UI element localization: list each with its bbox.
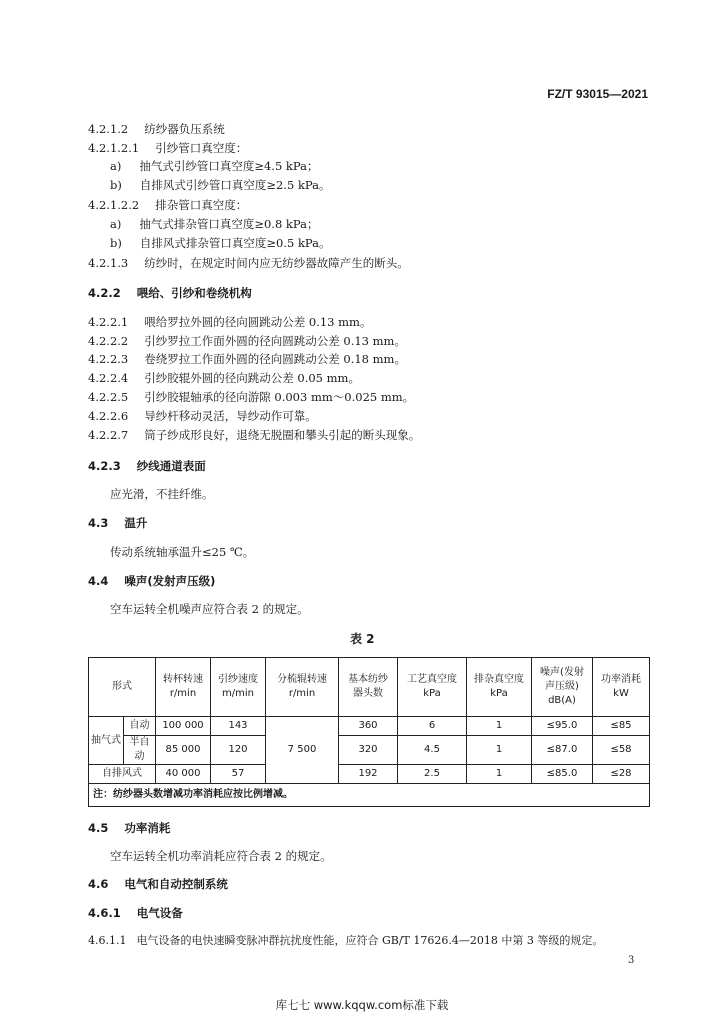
paragraph: 空车运转全机功率消耗应符合表 2 的规定。 bbox=[110, 849, 332, 863]
cell-exh: 1 bbox=[467, 717, 532, 736]
cell-draw: 143 bbox=[211, 717, 266, 736]
clause-4-5-heading bbox=[88, 820, 170, 836]
clause-4-2-1-2 bbox=[88, 121, 225, 137]
table-header-row bbox=[89, 658, 650, 717]
paragraph: 空车运转全机噪声应符合表 2 的规定。 bbox=[110, 602, 309, 616]
clause-number: 4.2.1.3 bbox=[88, 256, 129, 270]
header-vacuum: 工艺真空度 kPa bbox=[398, 658, 467, 717]
cell-power: ≤85 bbox=[593, 717, 650, 736]
group-suction: 抽气式 bbox=[89, 717, 124, 765]
page-number: 3 bbox=[628, 955, 635, 966]
list-item-a bbox=[110, 216, 318, 232]
cell-noise: ≤95.0 bbox=[532, 717, 593, 736]
clause-number: 4.6.1.1 bbox=[88, 934, 127, 947]
table-caption: 表 2 bbox=[350, 632, 375, 646]
clause-heading: 温升 bbox=[124, 516, 148, 530]
clause-number: 4.3 bbox=[88, 516, 109, 530]
list-text: 抽气式引纱管口真空度≥4.5 kPa； bbox=[139, 159, 319, 173]
clause-heading: 噪声(发射声压级) bbox=[124, 574, 216, 588]
table-2 bbox=[88, 657, 650, 807]
header-draw-speed: 引纱速度 m/min bbox=[211, 658, 266, 717]
list-item-b bbox=[110, 177, 330, 193]
cell-power: ≤28 bbox=[593, 765, 650, 784]
standard-code: FZ/T 93015—2021 bbox=[547, 87, 648, 101]
cell-comb-merged: 7 500 bbox=[266, 717, 339, 784]
clause-text: 排杂管口真空度： bbox=[155, 198, 248, 212]
header-cup-speed: 转杯转速 r/min bbox=[156, 658, 211, 717]
cell-exh: 1 bbox=[467, 765, 532, 784]
table-note-row bbox=[89, 784, 650, 807]
list-marker: a) bbox=[110, 217, 122, 231]
clause-heading: 功率消耗 bbox=[124, 821, 171, 835]
clause-4-6-1-1 bbox=[88, 933, 603, 949]
clause-text: 导纱杆移动灵活，导纱动作可靠。 bbox=[144, 409, 317, 423]
clause-number: 4.2.1.2 bbox=[88, 122, 129, 136]
clause-number: 4.2.1.2.1 bbox=[88, 141, 140, 155]
clause-number: 4.2.3 bbox=[88, 459, 121, 473]
clause-number: 4.2.2.6 bbox=[88, 409, 129, 423]
cell-sub: 半自动 bbox=[124, 736, 156, 765]
clause-text: 引纱管口真空度： bbox=[155, 141, 248, 155]
cell-vac: 6 bbox=[398, 717, 467, 736]
clause-text: 引纱胶辊轴承的径向游隙 0.003 mm～0.025 mm。 bbox=[144, 390, 415, 404]
clause-4-2-2-3 bbox=[88, 351, 406, 367]
cell-cup: 100 000 bbox=[156, 717, 211, 736]
paragraph: 应光滑，不挂纤维。 bbox=[110, 487, 214, 501]
list-marker: b) bbox=[110, 236, 122, 250]
clause-4-6-heading bbox=[88, 876, 228, 892]
clause-text: 纺纱时，在规定时间内应无纺纱器故障产生的断头。 bbox=[144, 256, 409, 270]
clause-4-2-2-4 bbox=[88, 370, 360, 386]
list-item-b bbox=[110, 235, 330, 251]
clause-4-2-2-2 bbox=[88, 333, 406, 349]
clause-heading: 电气和自动控制系统 bbox=[124, 877, 228, 891]
clause-text: 筒子纱成形良好，退绕无脱圈和攀头引起的断头现象。 bbox=[144, 428, 421, 442]
clause-number: 4.5 bbox=[88, 821, 109, 835]
clause-4-2-3-heading bbox=[88, 458, 206, 474]
list-text: 自排风式排杂管口真空度≥0.5 kPa。 bbox=[139, 236, 331, 250]
cell-vac: 2.5 bbox=[398, 765, 467, 784]
header-exhaust-vacuum: 排杂真空度 kPa bbox=[467, 658, 532, 717]
clause-heading: 电气设备 bbox=[136, 906, 183, 920]
cell-heads: 320 bbox=[339, 736, 398, 765]
cell-draw: 57 bbox=[211, 765, 266, 784]
cell-heads: 192 bbox=[339, 765, 398, 784]
header-form: 形式 bbox=[89, 658, 156, 717]
cell-sub: 自动 bbox=[124, 717, 156, 736]
cell-noise: ≤87.0 bbox=[532, 736, 593, 765]
clause-4-2-1-3 bbox=[88, 255, 409, 271]
clause-heading: 喂给、引纱和卷绕机构 bbox=[136, 286, 252, 300]
list-marker: b) bbox=[110, 178, 122, 192]
cell-draw: 120 bbox=[211, 736, 266, 765]
clause-4-4-heading bbox=[88, 573, 215, 589]
clause-number: 4.2.2.2 bbox=[88, 334, 129, 348]
footer-watermark: 库七七 www.kqqw.com标准下载 bbox=[275, 998, 449, 1012]
clause-number: 4.2.2.3 bbox=[88, 352, 129, 366]
clause-number: 4.2.2 bbox=[88, 286, 121, 300]
clause-number: 4.6.1 bbox=[88, 906, 121, 920]
table-row bbox=[89, 717, 650, 736]
header-power: 功率消耗 kW bbox=[593, 658, 650, 717]
header-heads: 基本纺纱 器头数 bbox=[339, 658, 398, 717]
cell-heads: 360 bbox=[339, 717, 398, 736]
clause-4-2-1-2-1 bbox=[88, 140, 247, 156]
clause-number: 4.6 bbox=[88, 877, 109, 891]
header-comb-speed: 分梳辊转速 r/min bbox=[266, 658, 339, 717]
header-noise: 噪声(发射 声压级) dB(A) bbox=[532, 658, 593, 717]
cell-noise: ≤85.0 bbox=[532, 765, 593, 784]
clause-4-2-2-5 bbox=[88, 389, 414, 405]
cell-cup: 40 000 bbox=[156, 765, 211, 784]
clause-4-3-heading bbox=[88, 515, 147, 531]
list-item-a bbox=[110, 158, 318, 174]
clause-number: 4.4 bbox=[88, 574, 109, 588]
table-note: 注：纺纱器头数增减功率消耗应按比例增减。 bbox=[89, 784, 650, 807]
cell-cup: 85 000 bbox=[156, 736, 211, 765]
clause-4-2-2-heading bbox=[88, 285, 252, 301]
cell-vac: 4.5 bbox=[398, 736, 467, 765]
clause-text: 喂给罗拉外圆的径向圆跳动公差 0.13 mm。 bbox=[144, 315, 372, 329]
cell-exh: 1 bbox=[467, 736, 532, 765]
clause-text: 卷绕罗拉工作面外圆的径向圆跳动公差 0.18 mm。 bbox=[144, 352, 406, 366]
clause-number: 4.2.2.4 bbox=[88, 371, 129, 385]
cell-power: ≤58 bbox=[593, 736, 650, 765]
clause-4-6-1-heading bbox=[88, 905, 183, 921]
clause-number: 4.2.2.1 bbox=[88, 315, 129, 329]
clause-4-2-2-1 bbox=[88, 314, 371, 330]
list-text: 抽气式排杂管口真空度≥0.8 kPa； bbox=[139, 217, 319, 231]
clause-number: 4.2.2.5 bbox=[88, 390, 129, 404]
table-row bbox=[89, 765, 650, 784]
paragraph: 传动系统轴承温升≤25 ℃。 bbox=[110, 545, 255, 559]
clause-number: 4.2.2.7 bbox=[88, 428, 129, 442]
table-row bbox=[89, 736, 650, 765]
clause-4-2-2-6 bbox=[88, 408, 317, 424]
cell-sub: 自排风式 bbox=[89, 765, 156, 784]
clause-text: 引纱罗拉工作面外圆的径向圆跳动公差 0.13 mm。 bbox=[144, 334, 406, 348]
clause-heading: 纱线通道表面 bbox=[136, 459, 206, 473]
clause-4-2-1-2-2 bbox=[88, 197, 247, 213]
clause-4-2-2-7 bbox=[88, 427, 420, 443]
clause-text: 纺纱器负压系统 bbox=[144, 122, 225, 136]
clause-number: 4.2.1.2.2 bbox=[88, 198, 140, 212]
clause-text: 引纱胶辊外圆的径向跳动公差 0.05 mm。 bbox=[144, 371, 360, 385]
list-marker: a) bbox=[110, 159, 122, 173]
clause-text: 电气设备的电快速瞬变脉冲群抗扰度性能，应符合 GB/T 17626.4—2018 中第 3 等级的规定。 bbox=[136, 934, 604, 947]
list-text: 自排风式引纱管口真空度≥2.5 kPa。 bbox=[139, 178, 331, 192]
